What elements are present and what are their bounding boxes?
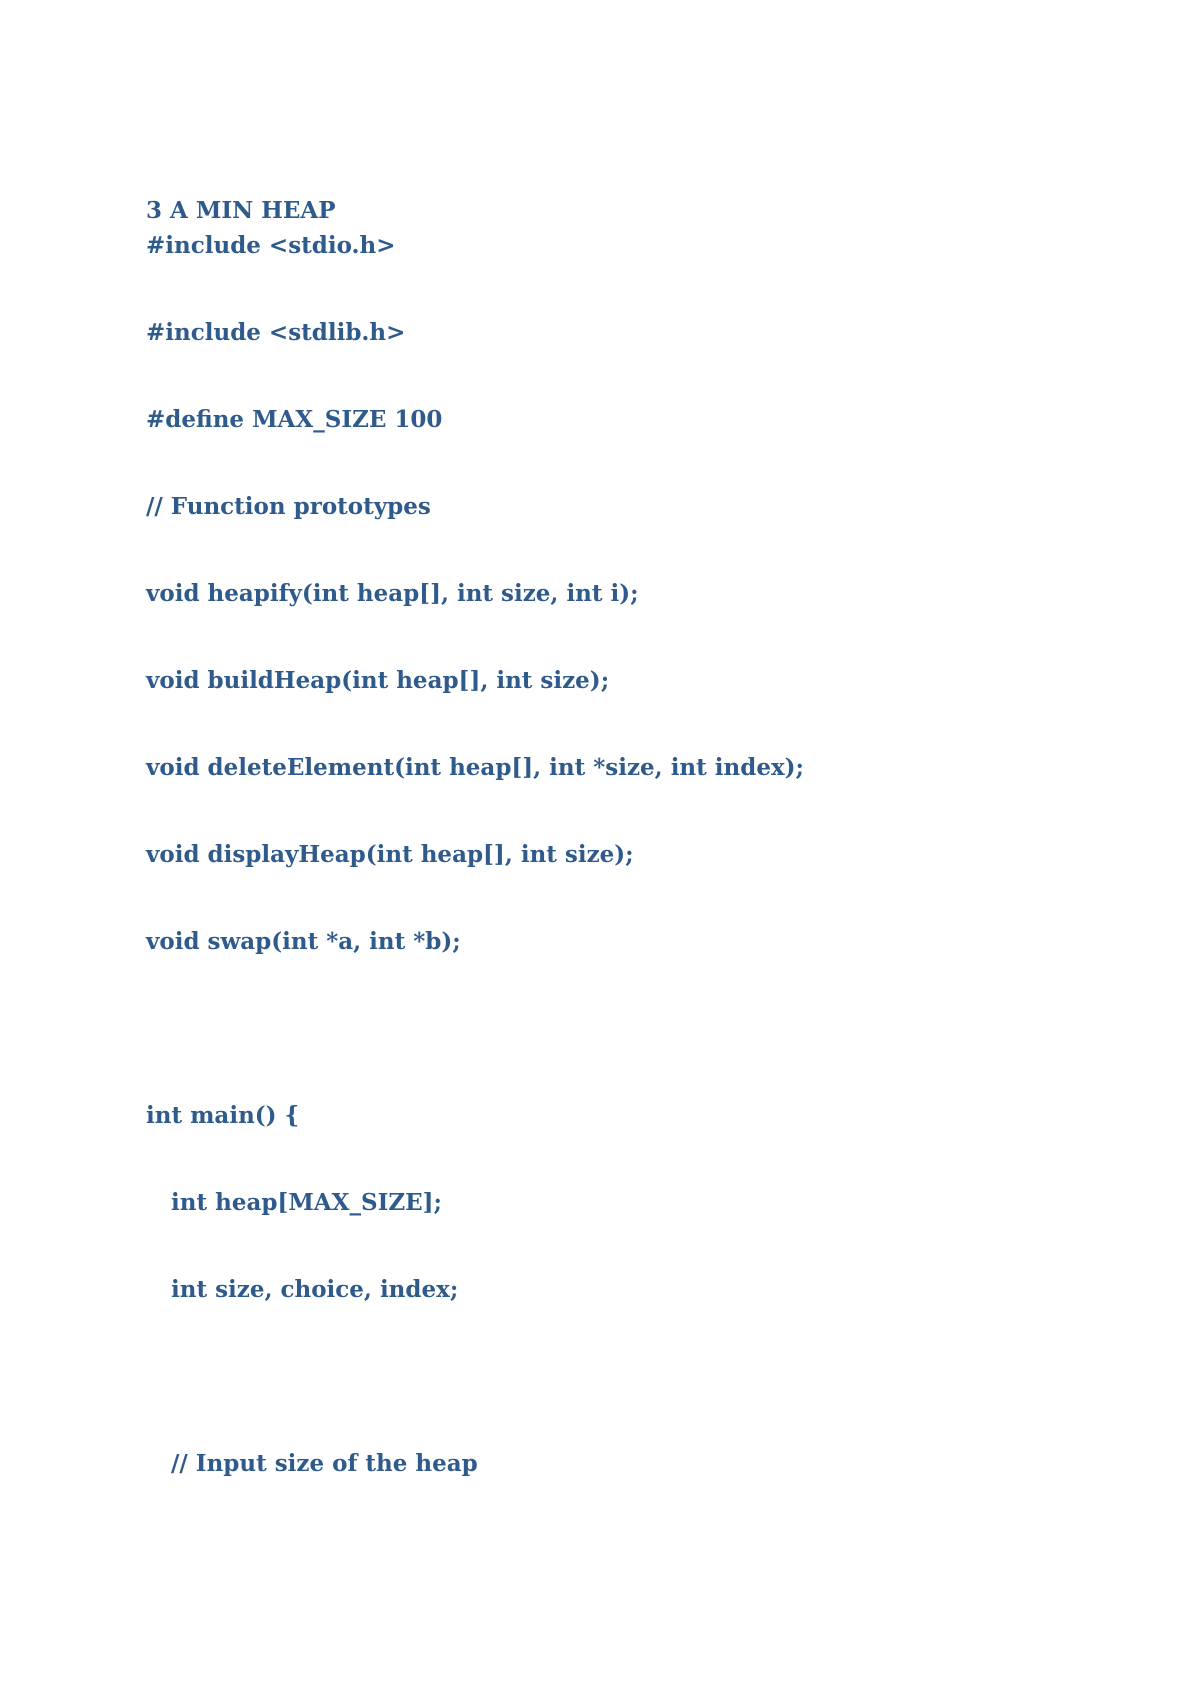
code-line-blank [146,1014,804,1044]
code-line-displayheap-prototype: void displayHeap(int heap[], int size); [146,841,634,868]
code-line-include-stdio: #include <stdio.h> [146,232,396,259]
code-line-comment-prototypes: // Function prototypes [146,493,431,520]
code-line-swap-prototype: void swap(int *a, int *b); [146,928,461,955]
code-line-variables: int size, choice, index; [171,1276,459,1303]
code-line-buildheap-prototype: void buildHeap(int heap[], int size); [146,667,610,694]
code-line-define-max-size: #define MAX_SIZE 100 [146,406,443,433]
code-line-blank [146,1362,804,1392]
code-line-comment-input-size: // Input size of the heap [171,1450,478,1477]
document-heading: 3 A MIN HEAP [146,197,336,224]
code-line-heapify-prototype: void heapify(int heap[], int size, int i); [146,580,639,607]
code-line-include-stdlib: #include <stdlib.h> [146,319,406,346]
code-line-deleteelement-prototype: void deleteElement(int heap[], int *size, int index); [146,754,805,781]
code-listing [146,231,804,1536]
code-line-main-start: int main() { [146,1102,300,1129]
code-line-heap-array: int heap[MAX_SIZE]; [171,1189,443,1216]
